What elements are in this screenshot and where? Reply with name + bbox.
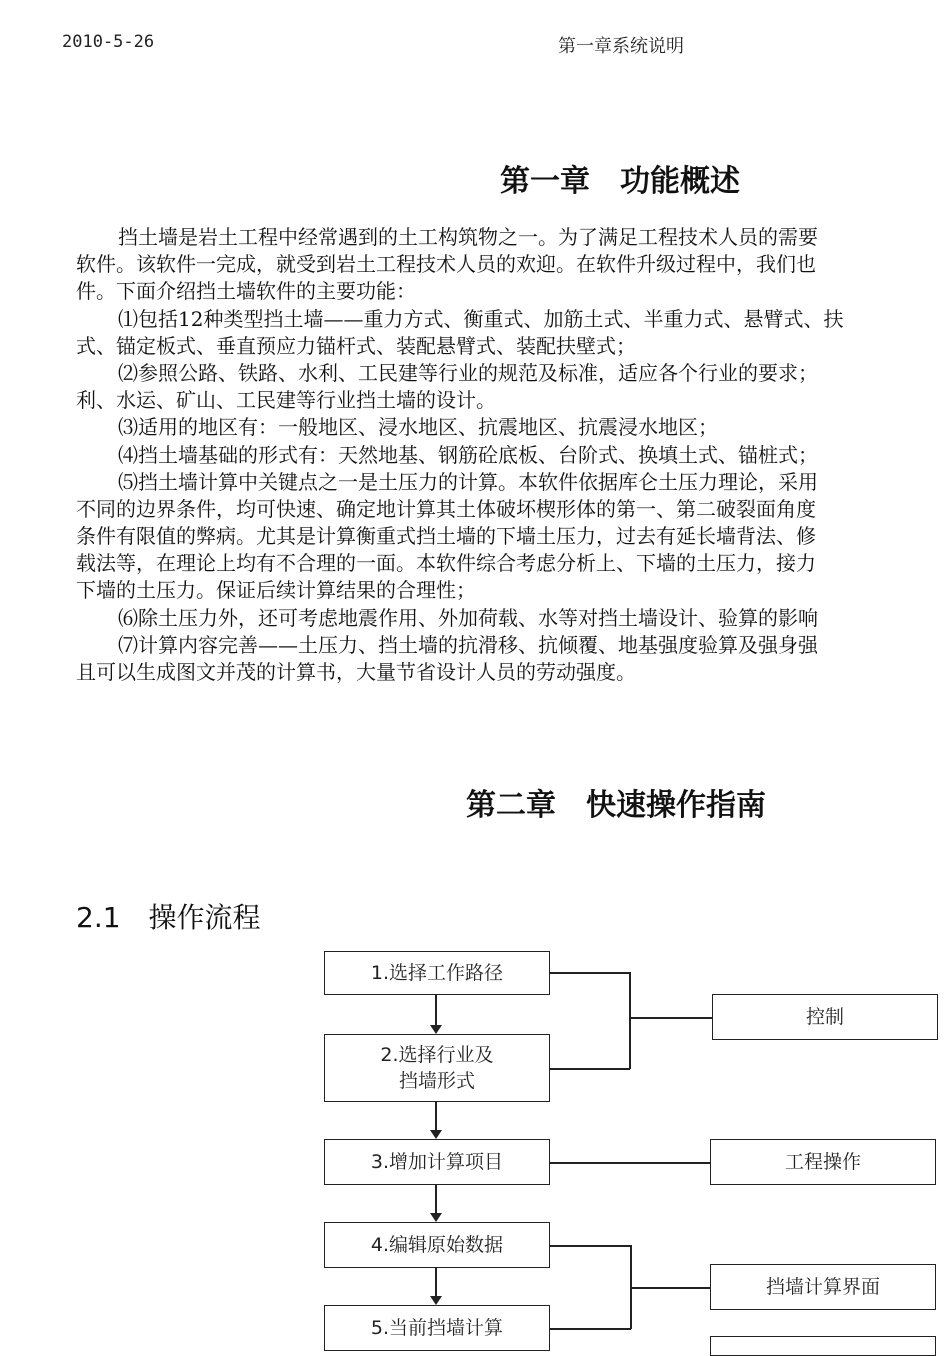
section-title: 2.1 操作流程 — [76, 901, 261, 934]
flow-step-1: 1.选择工作路径 — [324, 951, 550, 995]
flow-menu-calc: 挡墙计算界面 — [710, 1264, 936, 1310]
flow-connector — [435, 995, 437, 1025]
paragraph-line: ⑴包括12种类型挡土墙——重力方式、衡重式、加筋土式、半重力式、悬臂式、扶 — [118, 306, 844, 331]
paragraph-line: 下墙的土压力。保证后续计算结果的合理性； — [76, 578, 476, 603]
flow-connector — [550, 1162, 710, 1164]
flow-step-4: 4.编辑原始数据 — [324, 1222, 550, 1268]
paragraph-line: 条件有限值的弊病。尤其是计算衡重式挡土墙的下墙土压力，过去有延长墙背法、修 — [76, 524, 816, 549]
paragraph-line: 件。下面介绍挡土墙软件的主要功能： — [76, 279, 416, 304]
paragraph-line: ⑹除土压力外，还可考虑地震作用、外加荷载、水等对挡土墙设计、验算的影响 — [118, 605, 818, 630]
paragraph-line: 软件。该软件一完成，就受到岩土工程技术人员的欢迎。在软件升级过程中，我们也 — [76, 252, 816, 277]
flow-connector — [631, 1287, 710, 1289]
flow-connector — [550, 1068, 630, 1070]
flow-menu-next — [710, 1336, 936, 1356]
chapter2-title: 第二章 快速操作指南 — [466, 788, 766, 823]
flow-menu-project: 工程操作 — [710, 1139, 936, 1185]
paragraph-line: ⑶适用的地区有：一般地区、浸水地区、抗震地区、抗震浸水地区； — [118, 415, 718, 440]
flow-connector — [550, 1245, 631, 1247]
flow-connector — [435, 1102, 437, 1130]
flow-connector — [435, 1185, 437, 1213]
arrow-down-icon — [430, 1296, 442, 1305]
flow-connector — [629, 972, 631, 1069]
flow-step-3: 3.增加计算项目 — [324, 1139, 550, 1185]
paragraph-line: ⑸挡土墙计算中关键点之一是土压力的计算。本软件依据库仑土压力理论，采用 — [118, 469, 818, 494]
flow-connector — [630, 1017, 712, 1019]
header-date: 2010-5-26 — [62, 32, 155, 52]
paragraph-line: 且可以生成图文并茂的计算书，大量节省设计人员的劳动强度。 — [76, 660, 636, 684]
header-title: 第一章系统说明 — [558, 36, 684, 57]
paragraph-line: 不同的边界条件，均可快速、确定地计算其土体破坏楔形体的第一、第二破裂面角度 — [76, 496, 816, 521]
paragraph-line: 载法等，在理论上均有不合理的一面。本软件综合考虑分析上、下墙的土压力，接力 — [76, 551, 816, 576]
flow-connector — [435, 1268, 437, 1296]
flow-menu-control: 控制 — [712, 994, 938, 1040]
paragraph-line: ⑷挡土墙基础的形式有：天然地基、钢筋砼底板、台阶式、换填土式、锚桩式； — [118, 442, 818, 467]
chapter1-title: 第一章 功能概述 — [500, 164, 740, 199]
arrow-down-icon — [430, 1025, 442, 1034]
paragraph-line: ⑺计算内容完善——土压力、挡土墙的抗滑移、抗倾覆、地基强度验算及强身强 — [118, 632, 818, 657]
paragraph-line: 挡土墙是岩土工程中经常遇到的土工构筑物之一。为了满足工程技术人员的需要 — [118, 225, 818, 249]
paragraph-line: 式、锚定板式、垂直预应力锚杆式、装配悬臂式、装配扶壁式； — [76, 333, 636, 358]
arrow-down-icon — [430, 1130, 442, 1139]
flow-step-2: 2.选择行业及 挡墙形式 — [324, 1034, 550, 1102]
paragraph-line: ⑵参照公路、铁路、水利、工民建等行业的规范及标准，适应各个行业的要求； — [118, 360, 818, 385]
flow-connector — [550, 1328, 631, 1330]
flow-connector — [550, 972, 630, 974]
chapter1-body — [76, 224, 950, 686]
arrow-down-icon — [430, 1213, 442, 1222]
paragraph-line: 利、水运、矿山、工民建等行业挡土墙的设计。 — [76, 388, 496, 413]
flow-step-5: 5.当前挡墙计算 — [324, 1305, 550, 1351]
